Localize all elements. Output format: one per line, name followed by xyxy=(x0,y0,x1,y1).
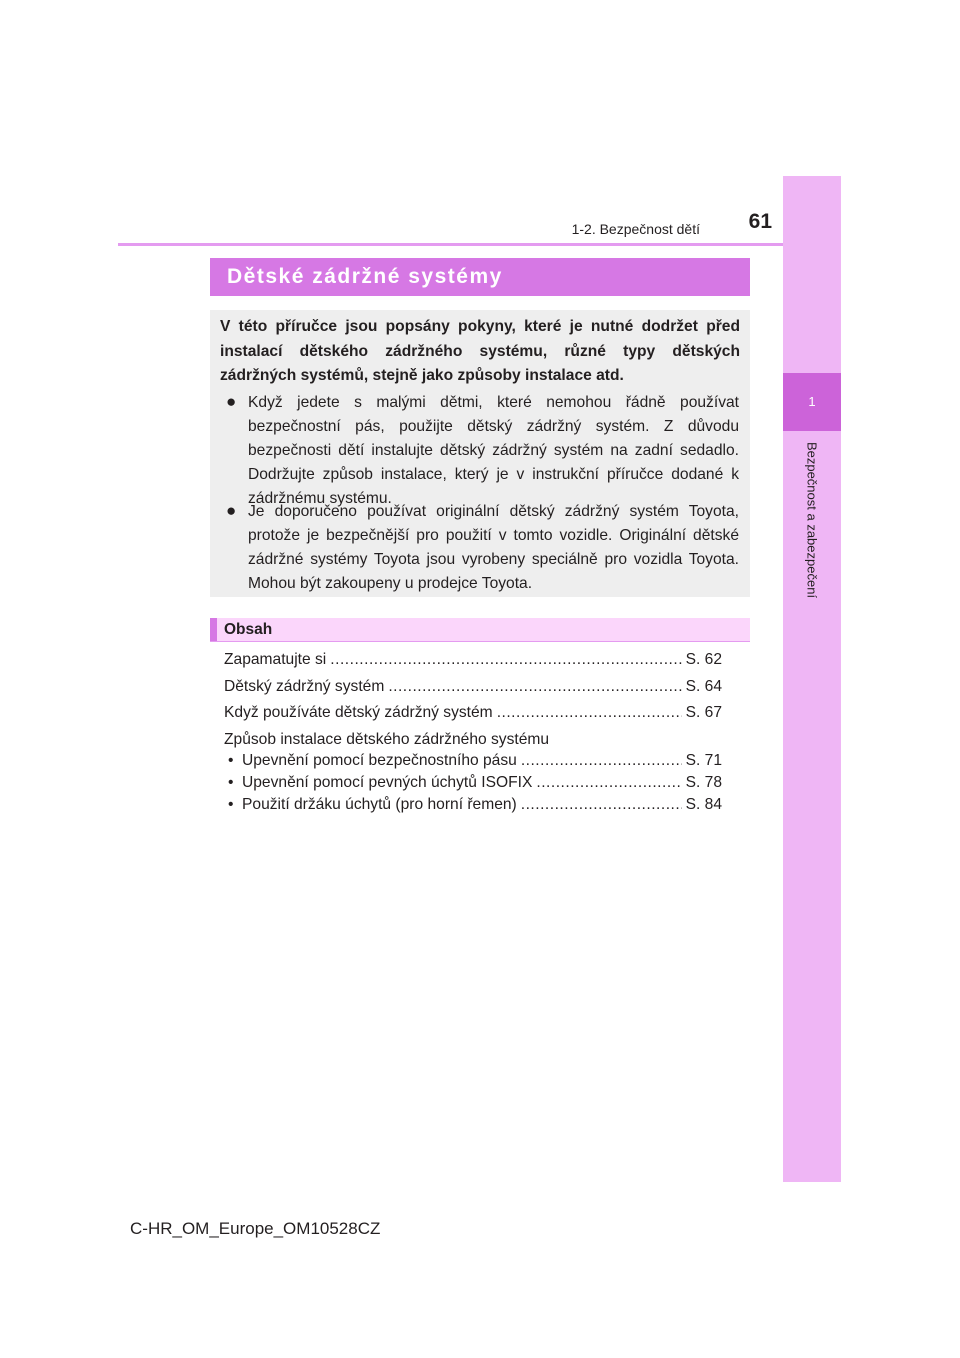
bullet-dot-icon: ● xyxy=(226,392,237,411)
bullet-icon: • xyxy=(228,774,234,791)
toc-sub-entry[interactable] xyxy=(228,794,722,816)
intro-bullet: Když jedete s malými dětmi, které nemohou řádně používat bezpečnostní pás, použijte dětský zádržný systém. Z důvodu bezpečnosti dětí instalujte dětský zádržný systém na zadní sedadlo. Dodržujte způsob instalace, který je v instrukční příručce dodané k zádržnému systému. xyxy=(248,394,739,507)
page-number: 61 xyxy=(748,210,772,233)
contents-heading: Obsah xyxy=(224,621,273,638)
toc-entry-label: Když používáte dětský zádržný systém xyxy=(224,704,493,721)
toc-sub-entry[interactable] xyxy=(228,750,722,772)
toc-leader xyxy=(497,702,682,724)
bullet-icon: • xyxy=(228,796,234,813)
document-code: C-HR_OM_Europe_OM10528CZ xyxy=(130,1219,381,1238)
toc-entry[interactable] xyxy=(224,702,722,724)
bullet-icon: • xyxy=(228,752,234,769)
toc-entry-page: S. 84 xyxy=(685,796,722,813)
contents-bar xyxy=(210,618,750,642)
intro-lead: V této příručce jsou popsány pokyny, které je nutné dodržet před instalací dětského zádržného systému, různé typy dětských zádržných systémů, stejně jako způsoby instalace atd. xyxy=(220,318,740,384)
toc-leader xyxy=(536,772,681,794)
bullet-dot-icon: ● xyxy=(226,501,237,520)
toc-entry-label: Zapamatujte si xyxy=(224,651,327,668)
toc-entry-page: S. 78 xyxy=(685,774,722,791)
toc-sub-entry[interactable] xyxy=(228,772,722,794)
toc-entry-label: Dětský zádržný systém xyxy=(224,678,385,695)
toc-entry-page: S. 67 xyxy=(685,704,722,721)
toc-entry-label: Použití držáku úchytů (pro horní řemen) xyxy=(242,796,517,813)
section-title: 1-2. Bezpečnost dětí xyxy=(571,221,700,237)
contents-accent xyxy=(210,618,217,642)
page-title: Dětské zádržné systémy xyxy=(227,265,503,288)
toc-leader xyxy=(388,676,681,698)
toc-leader xyxy=(521,750,682,772)
chapter-side-strip xyxy=(783,176,841,1182)
toc-leader xyxy=(330,649,681,671)
toc-entry-page: S. 62 xyxy=(685,651,722,668)
toc-entry-page: S. 71 xyxy=(685,752,722,769)
toc-entry-page: S. 64 xyxy=(685,678,722,695)
toc-group-heading: Způsob instalace dětského zádržného systému xyxy=(224,731,550,748)
toc-entry[interactable] xyxy=(224,676,722,698)
intro-bullet: Je doporučeno používat originální dětský zádržný systém Toyota, protože je bezpečnější pro použití v tomto vozidle. Originální dětské zádržné systémy Toyota jsou vyrobeny speciálně pro vozidla Toyota. Mohou být zakoupeny u prodejce Toyota. xyxy=(248,503,739,592)
chapter-number: 1 xyxy=(808,394,816,409)
chapter-label: Bezpečnost a zabezpečení xyxy=(804,441,820,599)
toc-entry-label: Upevnění pomocí pevných úchytů ISOFIX xyxy=(242,774,533,791)
header-rule xyxy=(118,243,783,246)
contents-rule xyxy=(210,641,750,642)
toc-entry-label: Upevnění pomocí bezpečnostního pásu xyxy=(242,752,517,769)
toc-entry[interactable] xyxy=(224,649,722,671)
toc-leader xyxy=(521,794,682,816)
